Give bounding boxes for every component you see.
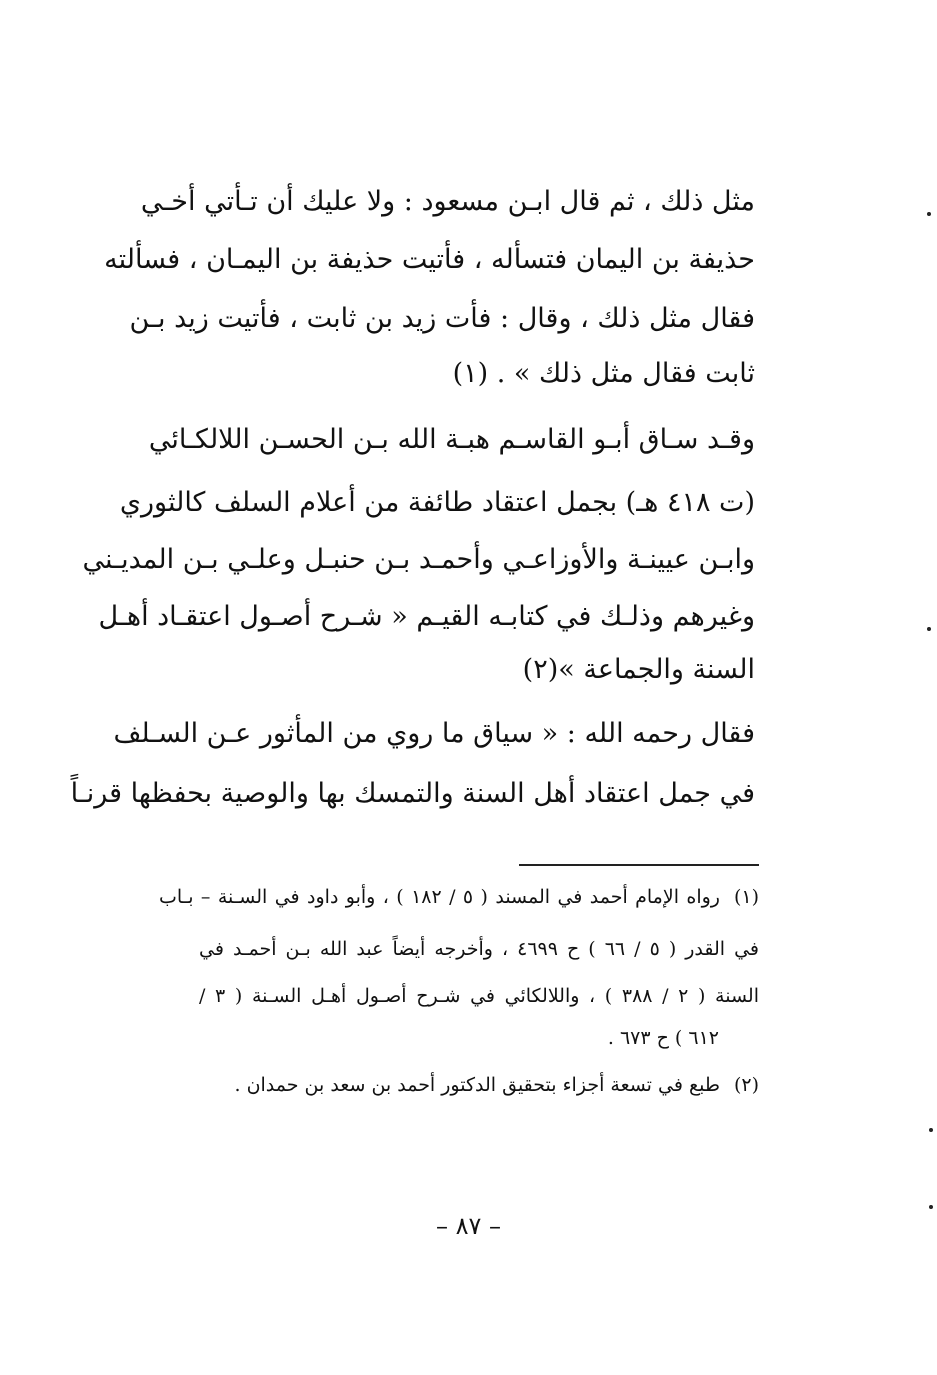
body-line-2: حذيفة بن اليمان فتسأله ، فأتيت حذيفة بن اليمـان ، فسألته — [104, 244, 755, 275]
body-line-5: وقـد سـاق أبـو القاسـم هبـة الله بـن الحسـن اللالكـائي — [148, 424, 755, 455]
footnote-divider — [519, 864, 759, 866]
body-line-8: وغيرهم وذلـك في كتابـه القيـم « شـرح أصـول اعتقـاد أهـل — [98, 601, 755, 632]
margin-speck — [927, 627, 931, 631]
page-number: – ٨٧ – — [435, 1212, 502, 1240]
footnote-1-line-1 — [159, 882, 759, 912]
body-line-3: فقال مثل ذلك ، وقال : فأت زيد بن ثابت ، فأتيت زيد بـن — [129, 303, 755, 334]
body-line-11: في جمل اعتقاد أهل السنة والتمسك بها والوصية بحفظها قرنـاً — [70, 778, 755, 809]
margin-speck — [929, 1205, 933, 1209]
body-line-7: وابـن عيينـة والأوزاعـي وأحمـد بـن حنبـل وعلـي بـن المديـني — [82, 544, 755, 575]
body-line-6: (ت ٤١٨ هـ) بجمل اعتقاد طائفة من أعلام السلف كالثوري — [119, 487, 755, 518]
body-line-9: السنة والجماعة »(٢) — [522, 654, 755, 685]
footnote-1-line-3: السنة ( ٢ / ٣٨٨ ) ، واللالكائي في شـرح أصـول أهـل السـنة ( ٣ / — [199, 985, 759, 1007]
footnote-2-number: (٢) — [733, 1074, 759, 1096]
footnote-2 — [159, 1070, 759, 1100]
footnote-1-line-4: ٦١٢ ) ح ٦٧٣ . — [607, 1027, 719, 1049]
body-line-10: فقال رحمه الله : « سياق ما روي من المأثور عـن السـلف — [113, 718, 755, 749]
body-line-1: مثل ذلك ، ثم قال ابـن مسعود : ولا عليك أن تـأتي أخـي — [140, 186, 755, 217]
margin-speck — [927, 212, 931, 216]
body-line-4: ثابت فقال مثل ذلك » . (١) — [452, 358, 755, 389]
footnote-1-line-2: في القدر ( ٥ / ٦٦ ) ح ٤٦٩٩ ، وأخرجه أيضاً عبد الله بـن أحمـد في — [199, 938, 760, 960]
footnote-1-number: (١) — [733, 886, 760, 908]
footnote-2-text: طبع في تسعة أجزاء بتحقيق الدكتور أحمد بن سعد بن حمدان . — [234, 1074, 720, 1096]
footnote-1-text-1: رواه الإمام أحمد في المسند ( ٥ / ١٨٢ ) ، وأبو داود في السـنة – بـاب — [159, 886, 720, 908]
margin-speck — [929, 1128, 933, 1132]
